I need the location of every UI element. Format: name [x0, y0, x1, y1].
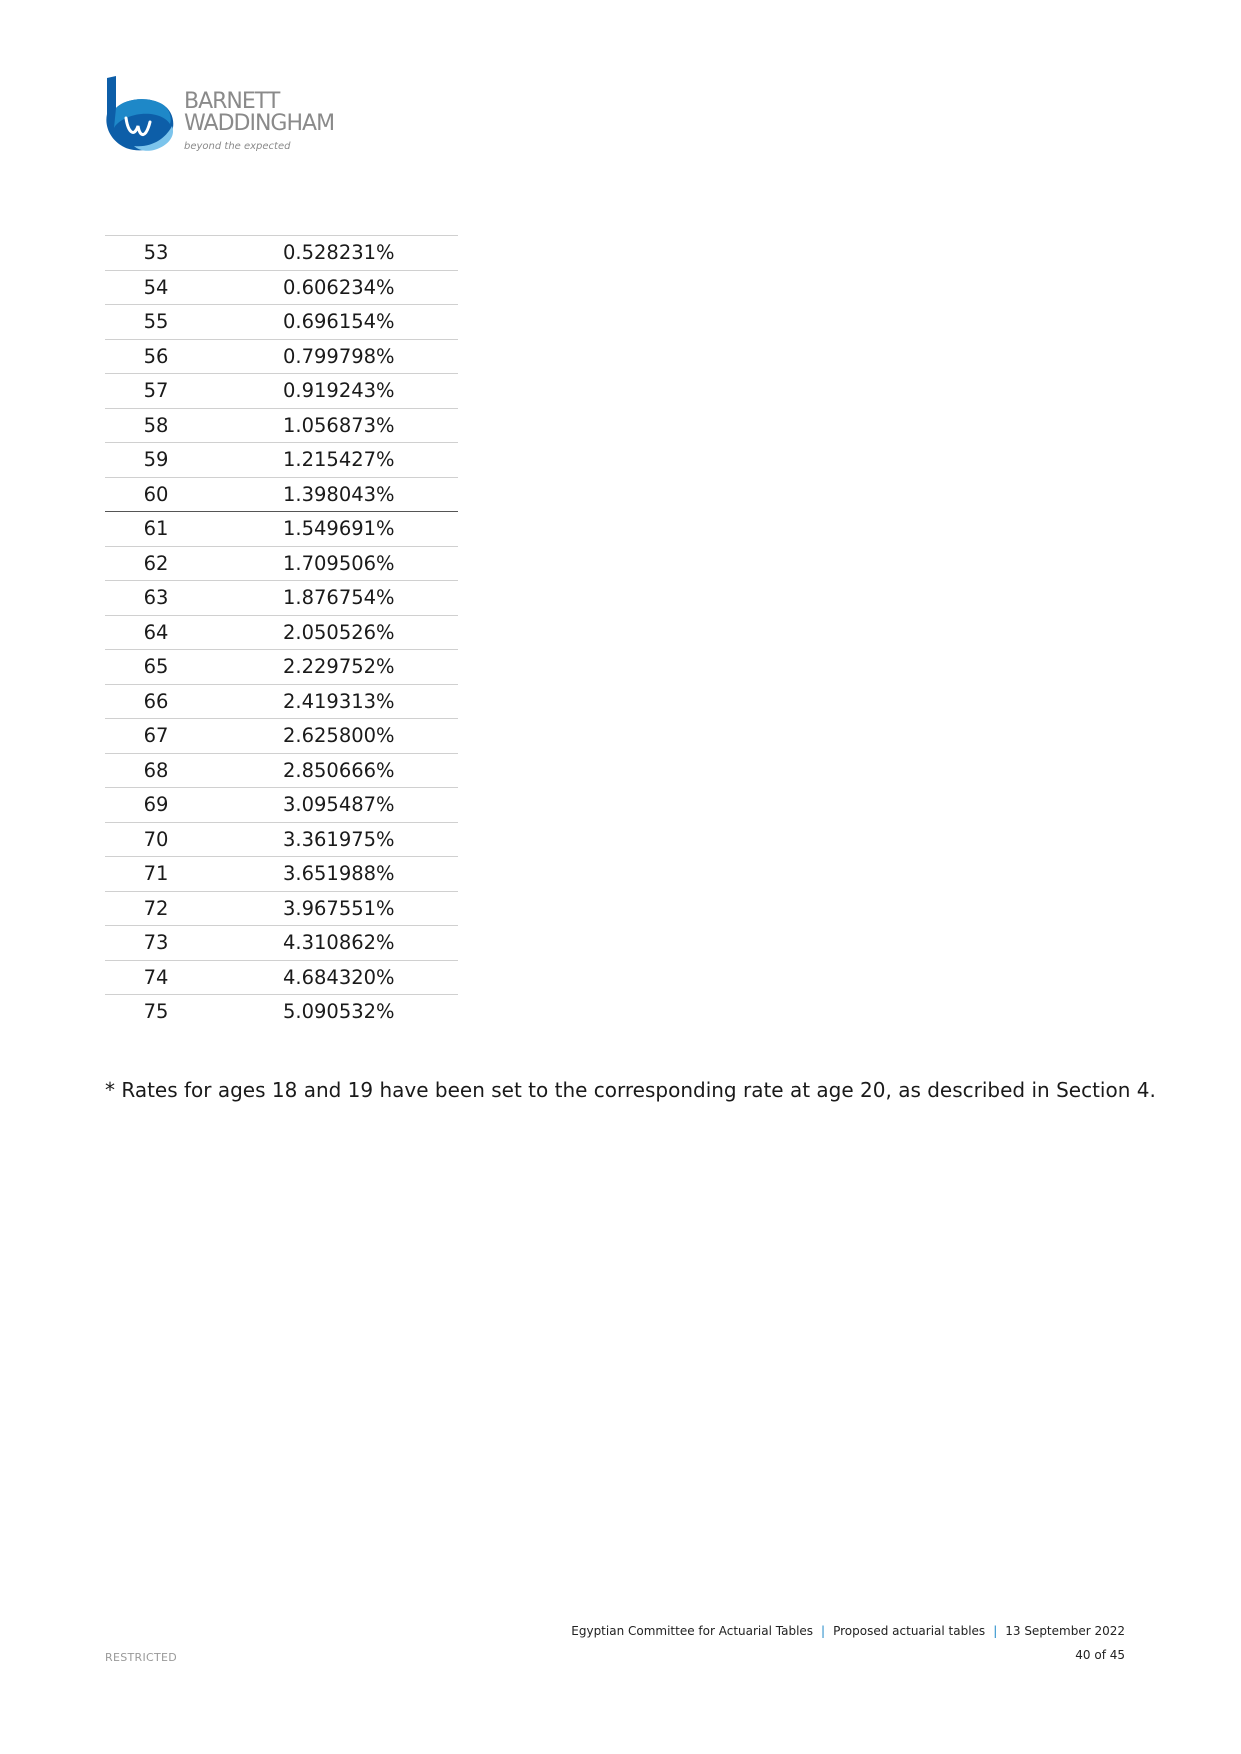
- rate-cell: 2.625800%: [207, 719, 458, 754]
- rate-cell: 2.229752%: [207, 650, 458, 685]
- logo-line-2: WADDINGHAM: [184, 111, 335, 136]
- table-row: [105, 650, 458, 685]
- logo-tagline: beyond the expected: [184, 141, 291, 152]
- rate-cell: 2.419313%: [207, 684, 458, 719]
- rate-cell: 1.215427%: [207, 443, 458, 478]
- table-row: [105, 615, 458, 650]
- table-row: [105, 339, 458, 374]
- table-row: [105, 408, 458, 443]
- footnote: * Rates for ages 18 and 19 have been set to the corresponding rate at age 20, as described in Section 4.: [105, 1078, 1156, 1102]
- age-cell: 59: [105, 443, 207, 478]
- age-cell: 68: [105, 753, 207, 788]
- rate-cell: 0.606234%: [207, 270, 458, 305]
- rate-cell: 2.850666%: [207, 753, 458, 788]
- age-cell: 57: [105, 374, 207, 409]
- age-cell: 69: [105, 788, 207, 823]
- age-cell: 54: [105, 270, 207, 305]
- age-cell: 66: [105, 684, 207, 719]
- rate-cell: 0.528231%: [207, 236, 458, 271]
- age-cell: 62: [105, 546, 207, 581]
- table-row: [105, 857, 458, 892]
- age-cell: 58: [105, 408, 207, 443]
- table-row: [105, 891, 458, 926]
- table-row: [105, 684, 458, 719]
- age-cell: 61: [105, 512, 207, 547]
- age-cell: 56: [105, 339, 207, 374]
- table-row: [105, 477, 458, 512]
- rate-cell: 1.709506%: [207, 546, 458, 581]
- table-row: [105, 960, 458, 995]
- footer-title: Proposed actuarial tables: [833, 1624, 986, 1638]
- classification-label: RESTRICTED: [105, 1651, 178, 1664]
- rate-cell: 0.919243%: [207, 374, 458, 409]
- age-cell: 65: [105, 650, 207, 685]
- table-row: [105, 270, 458, 305]
- footer-client: Egyptian Committee for Actuarial Tables: [571, 1624, 814, 1638]
- age-cell: 60: [105, 477, 207, 512]
- table-row: [105, 305, 458, 340]
- table-row: [105, 926, 458, 961]
- logo-line-1: BARNETT: [184, 89, 280, 114]
- age-cell: 67: [105, 719, 207, 754]
- age-cell: 64: [105, 615, 207, 650]
- rate-cell: 1.549691%: [207, 512, 458, 547]
- age-cell: 73: [105, 926, 207, 961]
- footer-separator: |: [993, 1624, 998, 1638]
- table-row: [105, 719, 458, 754]
- rate-cell: 1.056873%: [207, 408, 458, 443]
- rate-cell: 2.050526%: [207, 615, 458, 650]
- footer-info: [571, 1624, 1125, 1662]
- rates-table-body: [105, 236, 458, 1029]
- table-row: [105, 546, 458, 581]
- table-row: [105, 512, 458, 547]
- rate-cell: 3.967551%: [207, 891, 458, 926]
- age-cell: 55: [105, 305, 207, 340]
- age-cell: 70: [105, 822, 207, 857]
- rate-cell: 5.090532%: [207, 995, 458, 1029]
- table-row: [105, 822, 458, 857]
- footer-date: 13 September 2022: [1005, 1624, 1125, 1638]
- rate-cell: 1.876754%: [207, 581, 458, 616]
- table-row: [105, 753, 458, 788]
- table-row: [105, 788, 458, 823]
- rate-cell: 4.684320%: [207, 960, 458, 995]
- age-cell: 74: [105, 960, 207, 995]
- logo-mark-icon: [104, 74, 184, 154]
- table-row: [105, 443, 458, 478]
- age-cell: 63: [105, 581, 207, 616]
- age-cell: 75: [105, 995, 207, 1029]
- page-number: 40 of 45: [1075, 1648, 1125, 1662]
- age-cell: 53: [105, 236, 207, 271]
- rate-cell: 3.651988%: [207, 857, 458, 892]
- rate-cell: 3.095487%: [207, 788, 458, 823]
- rate-cell: 0.799798%: [207, 339, 458, 374]
- age-cell: 72: [105, 891, 207, 926]
- rate-cell: 3.361975%: [207, 822, 458, 857]
- table-row: [105, 581, 458, 616]
- company-logo: [104, 74, 344, 154]
- age-cell: 71: [105, 857, 207, 892]
- rate-cell: 0.696154%: [207, 305, 458, 340]
- table-row: [105, 236, 458, 271]
- rates-table: [105, 235, 458, 1029]
- rate-cell: 4.310862%: [207, 926, 458, 961]
- table-row: [105, 995, 458, 1029]
- table-row: [105, 374, 458, 409]
- rate-cell: 1.398043%: [207, 477, 458, 512]
- footer-separator: |: [821, 1624, 826, 1638]
